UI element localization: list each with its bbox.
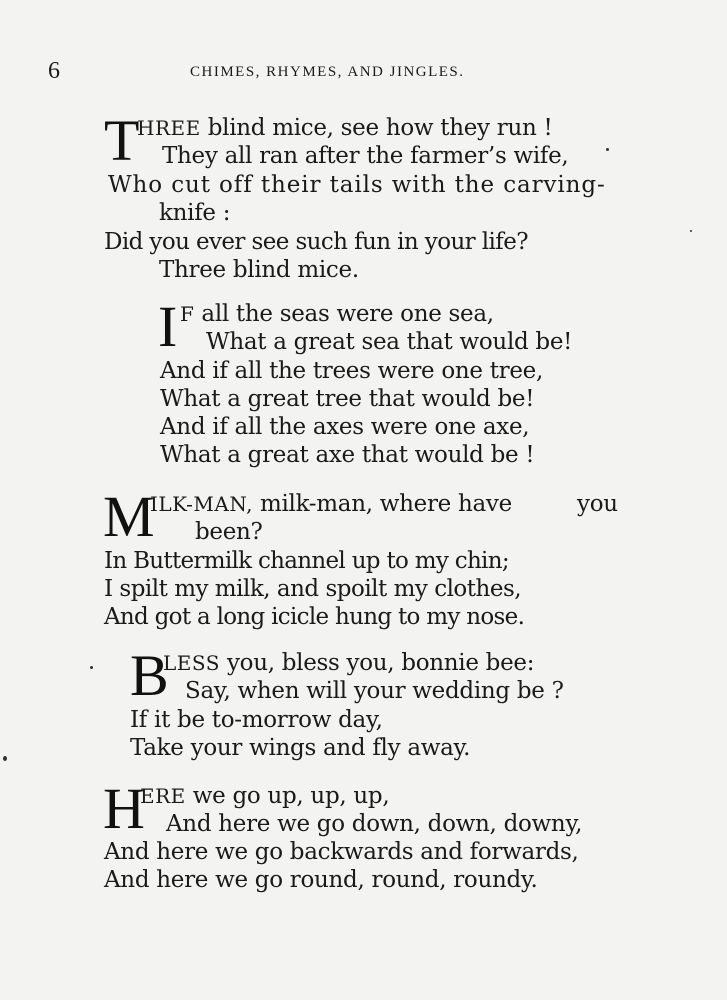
poem-line: Three blind mice. [159,257,359,283]
drop-cap: M [103,484,155,549]
poem-line: Who cut off their tails with the carving- [108,172,606,198]
poem-line: They all ran after the farmer’s wife, [162,143,569,169]
line-text: blind mice, see how they run ! [200,115,553,141]
drop-cap: I [158,294,178,359]
poem-line: I spilt my milk, and spoilt my clothes, [104,576,522,602]
small-caps: F [180,302,195,326]
line-text: milk-man, where have [252,491,512,517]
poem-line: And got a long icicle hung to my nose. [104,604,525,630]
drop-cap: T [104,108,140,173]
poem-line-end: you [577,491,618,517]
line-text: you, bless you, bonnie bee: [219,650,535,676]
poem-line: In Buttermilk channel up to my chin; [104,548,509,574]
poem-line: What a great axe that would be ! [160,442,535,468]
poem-line [150,490,512,518]
poem-line: Did you ever see such fun in your life? [104,229,528,255]
poem-line: If it be to-morrow day, [130,707,383,733]
small-caps: LESS [163,651,220,675]
poem-line: knife : [159,200,231,226]
poem-line: And if all the axes were one axe, [160,414,530,440]
poem-line [180,300,494,328]
poem-line [140,782,389,810]
small-caps: ILK-MAN, [150,492,253,516]
poem-line [137,114,552,142]
small-caps: ERE [140,784,186,808]
poem-line: Take your wings and fly away. [130,735,471,761]
line-text: we go up, up, up, [185,783,390,809]
poem-line: And here we go backwards and forwards, [104,839,579,865]
drop-cap: B [130,643,169,708]
poem-line: What a great sea that would be! [206,329,573,355]
print-speck [3,756,7,761]
poem-line: And here we go down, down, downy, [166,811,583,837]
drop-cap: H [103,776,145,841]
line-text: all the seas were one sea, [194,301,494,327]
running-title: CHIMES, RHYMES, AND JINGLES. [190,64,465,80]
poem-line: been? [195,519,263,545]
poem-line: What a great tree that would be! [160,386,535,412]
page-number: 6 [48,58,60,84]
print-speck [690,230,692,232]
print-speck [606,148,609,151]
poem-line [163,649,534,677]
print-speck [90,666,93,669]
poem-line: And here we go round, round, roundy. [104,867,538,893]
poem-line: And if all the trees were one tree, [160,358,543,384]
poem-line: Say, when will your wedding be ? [185,678,564,704]
small-caps: HREE [137,116,201,140]
